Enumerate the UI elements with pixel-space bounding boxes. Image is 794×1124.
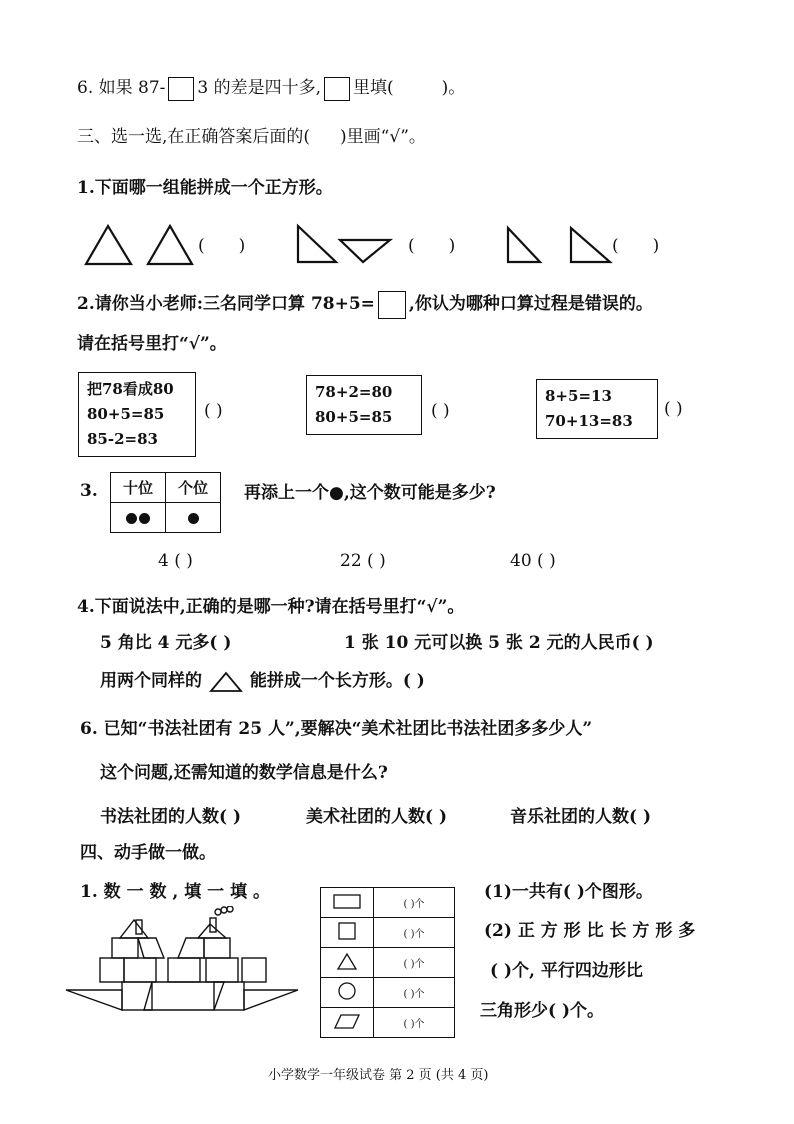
s3-q4-opt2[interactable]: 1 张 10 元可以换 5 张 2 元的人民币( ): [344, 633, 654, 653]
s3-q1-paren-1[interactable]: ( ): [198, 236, 246, 256]
s3-q2-line1: 2.请你当小老师:三名同学口算 78+5= ,你认为哪种口算过程是错误的。: [77, 289, 653, 319]
s3-q6-line1: 6. 已知“书法社团有 25 人”,要解决“美术社团比书法社团多多少人”: [80, 719, 593, 739]
triangle-shape: [340, 240, 390, 262]
tens-header: 十位: [111, 473, 166, 503]
section3-title-end: )里画“√”。: [340, 127, 426, 147]
section3-title-text: 三、选一选,在正确答案后面的(: [77, 127, 311, 147]
count-cell[interactable]: ( )个: [374, 888, 455, 918]
s3-q6-opt1[interactable]: 书法社团的人数( ): [100, 807, 242, 827]
calc-option-3-paren[interactable]: ( ): [664, 399, 683, 419]
calc-option-1: 把78看成80 80+5=85 85-2=83: [78, 372, 196, 457]
s4-q1-sub2-line1: (2) 正 方 形 比 长 方 形 多: [484, 921, 696, 941]
section4-title: 四、动手做一做。: [80, 843, 216, 863]
calc-option-1-paren[interactable]: ( ): [204, 401, 223, 421]
blank-box[interactable]: [324, 77, 350, 101]
parallelogram-shape: [144, 982, 224, 1010]
s3-q3-question: 再添上一个●,这个数可能是多少?: [244, 483, 496, 503]
count-cell[interactable]: ( )个: [374, 918, 455, 948]
ones-dots: [166, 503, 221, 533]
s3-q4-opt1[interactable]: 5 角比 4 元多( ): [100, 633, 232, 653]
count-cell[interactable]: ( )个: [374, 978, 455, 1008]
q6-suffix: 里填(: [353, 78, 394, 98]
rectangle-shape: [206, 958, 238, 982]
square-shape: [204, 938, 230, 958]
s3-q2-line2: 请在括号里打“√”。: [77, 334, 227, 354]
s4-q1-text: 1. 数 一 数 , 填 一 填 。: [80, 882, 271, 902]
rectangle-icon: [332, 892, 362, 910]
triangle-shape: [148, 226, 192, 264]
count-cell[interactable]: ( )个: [374, 1008, 455, 1038]
triangle-icon: [208, 670, 244, 694]
s3-q4-text: 4.下面说法中,正确的是哪一种?请在括号里打“√”。: [77, 597, 465, 617]
rectangle-shape: [168, 958, 200, 982]
triangle-shape: [244, 990, 298, 1010]
q6-prefix: 6. 如果 87-: [77, 78, 166, 98]
calc-option-2-paren[interactable]: ( ): [431, 401, 450, 421]
square-shape: [242, 958, 266, 982]
rectangle-shape: [124, 958, 156, 982]
q6-line: [77, 73, 465, 101]
boat-figure: [64, 906, 304, 1024]
parallelogram-shape: [178, 938, 204, 958]
triangle-shape: [120, 920, 148, 938]
s3-q4-opt3[interactable]: 用两个同样的 能拼成一个长方形。( ): [100, 666, 425, 694]
right-triangle-shape: [298, 226, 336, 262]
s3-q1-paren-3[interactable]: ( ): [612, 236, 660, 256]
square-shape: [112, 938, 138, 958]
bead-icon: [188, 513, 199, 524]
s3-q3-choice-1[interactable]: 4 ( ): [158, 551, 193, 571]
s4-q1-sub2-line3[interactable]: 三角形少( )个。: [480, 1001, 605, 1021]
blank-box[interactable]: [168, 77, 194, 101]
s3-q6-line2: 这个问题,还需知道的数学信息是什么?: [100, 763, 388, 783]
square-icon: [332, 921, 362, 941]
blank-box[interactable]: [378, 291, 406, 319]
s3-q3-choice-3[interactable]: 40 ( ): [510, 551, 556, 571]
calc-option-3: 8+5=13 70+13=83: [536, 379, 658, 439]
shape-count-table: [320, 887, 455, 1038]
s3-q3-choice-2[interactable]: 22 ( ): [340, 551, 386, 571]
q6-mid: 3 的差是四十多,: [197, 78, 322, 98]
parallelogram-icon: [332, 1011, 362, 1031]
tens-dots: [111, 503, 166, 533]
bead-icon: [126, 513, 137, 524]
s3-q1-paren-2[interactable]: ( ): [408, 236, 456, 256]
right-triangle-shape: [508, 228, 540, 262]
ones-header: 个位: [166, 473, 221, 503]
s4-q1-sub1[interactable]: (1)一共有( )个图形。: [484, 882, 653, 902]
s4-q1-sub2-line2[interactable]: ( )个, 平行四边形比: [490, 961, 643, 981]
section3-title: [77, 122, 426, 147]
bead-icon: [139, 513, 150, 524]
square-shape: [100, 958, 124, 982]
triangle-icon: [332, 951, 362, 971]
q6-end: )。: [441, 78, 466, 98]
s3-q6-opt3[interactable]: 音乐社团的人数( ): [510, 807, 652, 827]
calc-option-2: 78+2=80 80+5=85: [306, 375, 422, 435]
s3-q6-opt2[interactable]: 美术社团的人数( ): [306, 807, 448, 827]
count-cell[interactable]: ( )个: [374, 948, 455, 978]
circle-icon: [332, 981, 362, 1001]
page-footer: 小学数学一年级试卷 第 2 页 (共 4 页): [268, 1068, 489, 1083]
place-value-table: [110, 472, 221, 533]
triangle-shape: [198, 924, 226, 938]
s3-q3-num: 3.: [80, 481, 98, 501]
triangle-shape: [86, 226, 131, 264]
triangle-shape: [66, 990, 122, 1010]
s3-q1-text: 1.下面哪一组能拼成一个正方形。: [77, 178, 333, 198]
right-triangle-shape: [571, 228, 610, 262]
parallelogram-shape: [138, 938, 164, 958]
